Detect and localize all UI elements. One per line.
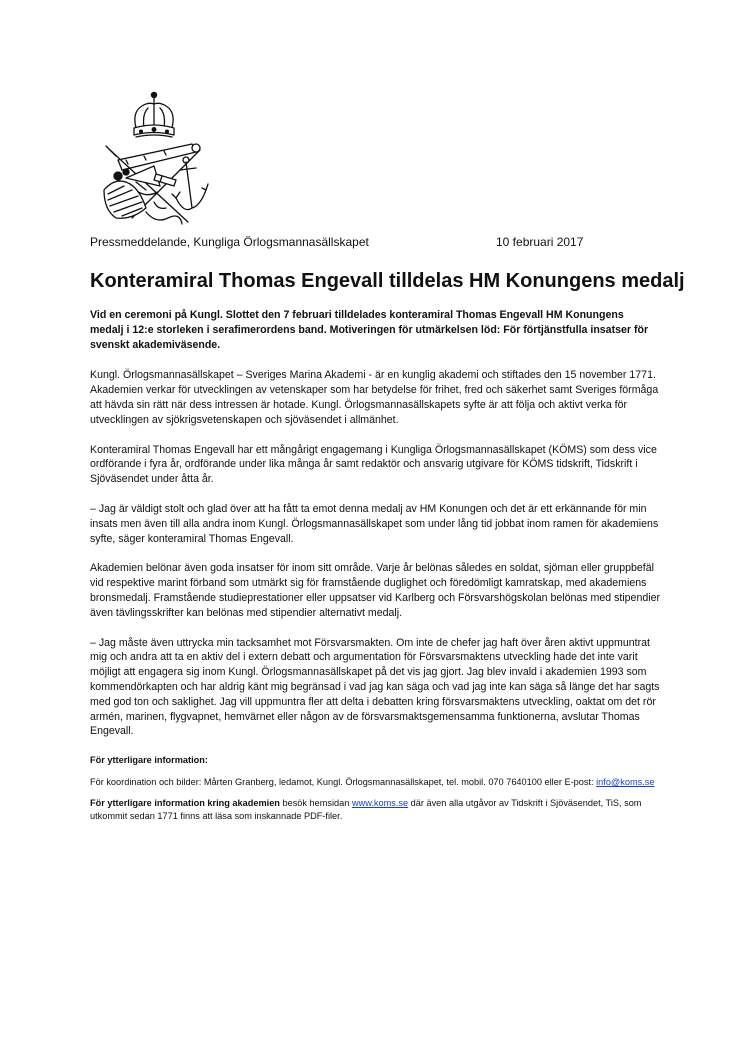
academy-text-2: där även alla utgåvor av Tidskrift i Sjöväsendet, TiS, som utkommit sedan 1771 finns att läsa som inskannade PDF-filer.	[90, 797, 642, 822]
release-date: 10 februari 2017	[496, 235, 584, 249]
article-body	[90, 308, 660, 831]
academy-info-bold: För ytterligare information kring akademien	[90, 797, 280, 808]
body-paragraph-5: – Jag måste även uttrycka min tacksamhet mot Försvarsmakten. Om inte de chefer jag haft över åren aktivt uppmuntrat mig och andra att ta en aktiv del i extern debatt och argumentation för Försvarsmaktens utveckling hade det inte varit möjligt att engagera sig inom Kungl. Örlogsmannasällskapet på det vis jag gjort. Jag blev invald i akademien 1993 som kommendörkapten och har aldrig känt mig begränsad i vad jag kan säga och vad jag inte kan säga så länge det har sagts med god ton och saklighet. Jag vill uppmuntra fler att delta i debatten kring försvarsmaktens utveckling, oaktat om det rör armén, marinen, flygvapnet, hemvärnet eller någon av de försvarsmaktsgemensamma funktionerna, avslutar Thomas Engevall.	[90, 636, 660, 738]
contact-text: För koordination och bilder: Mårten Granberg, ledamot, Kungl. Örlogsmannasällskapet, tel. mobil. 070 7640100 eller E-post:	[90, 777, 597, 788]
royal-crest-crown-naval-emblem-icon	[96, 90, 218, 230]
body-paragraph-2: Konteramiral Thomas Engevall har ett mångårigt engagemang i Kungliga Örlogsmannasällskapet (KÖMS) som dess vice ordförande i fyra år, ordförande under lika många år samt redaktör och ansvarig utgivare för KÖMS tidskrift, Tidskrift i Sjöväsendet under åtta år.	[90, 443, 657, 486]
more-info-heading: För ytterligare information:	[90, 755, 208, 766]
academy-text-1: besök hemsidan	[279, 797, 352, 808]
academy-info	[90, 797, 660, 824]
header-label: Pressmeddelande, Kungliga Örlogsmannasällskapet	[90, 235, 369, 249]
body-paragraph-4: Akademien belönar även goda insatser för inom sitt område. Varje år belönas således en soldat, sjöman eller gruppbefäl vid respektive marint förband som utmärkt sig för framstående duglighet och föredömligt kamratskap, med akademiens bronsmedalj. Framstående studieprestationer eller uppsatser vid Karlberg och Försvarshögskolan belönas med stipendier även tävlingsskrifter kan belönas med stipendier alternativt medalj.	[90, 562, 661, 619]
page-title: Konteramiral Thomas Engevall tilldelas HM Konungens medalj	[90, 270, 685, 292]
contact-info	[90, 776, 660, 790]
body-paragraph-3: – Jag är väldigt stolt och glad över att ha fått ta emot denna medalj av HM Konungen och det är ett erkännande för min insats men även till alla andra inom Kungl. Örlogsmannasällskapet som under lång tid jobbat inom ramen för akademiens syfte, säger konteramiral Thomas Engevall.	[90, 502, 659, 545]
body-paragraph-1: Kungl. Örlogsmannasällskapet – Sveriges Marina Akademi - är en kunglig akademi och stiftades den 15 november 1771. Akademien verkar för utvecklingen av vetenskaper som har betydelse för frihet, fred och säkerhet samt Sveriges förmåga att hävda sin rätt när dess intressen är hotade. Kungl. Örlogsmannasällskapets syfte är att följa och aktivt verka för utvecklingen av sjökrigsvetenskapen och sjöväsendet i allmänhet.	[90, 369, 659, 426]
website-link[interactable]: www.koms.se	[351, 797, 409, 808]
email-link[interactable]: info@koms.se	[596, 777, 655, 788]
lead-paragraph: Vid en ceremoni på Kungl. Slottet den 7 februari tilldelades konteramiral Thomas Engevall HM Konungens medalj i 12:e storleken i serafimerordens band. Motiveringen för utmärkelsen löd: För förtjänstfulla insatser för svenskt akademiväsende.	[90, 309, 649, 351]
press-release-header	[90, 234, 600, 250]
